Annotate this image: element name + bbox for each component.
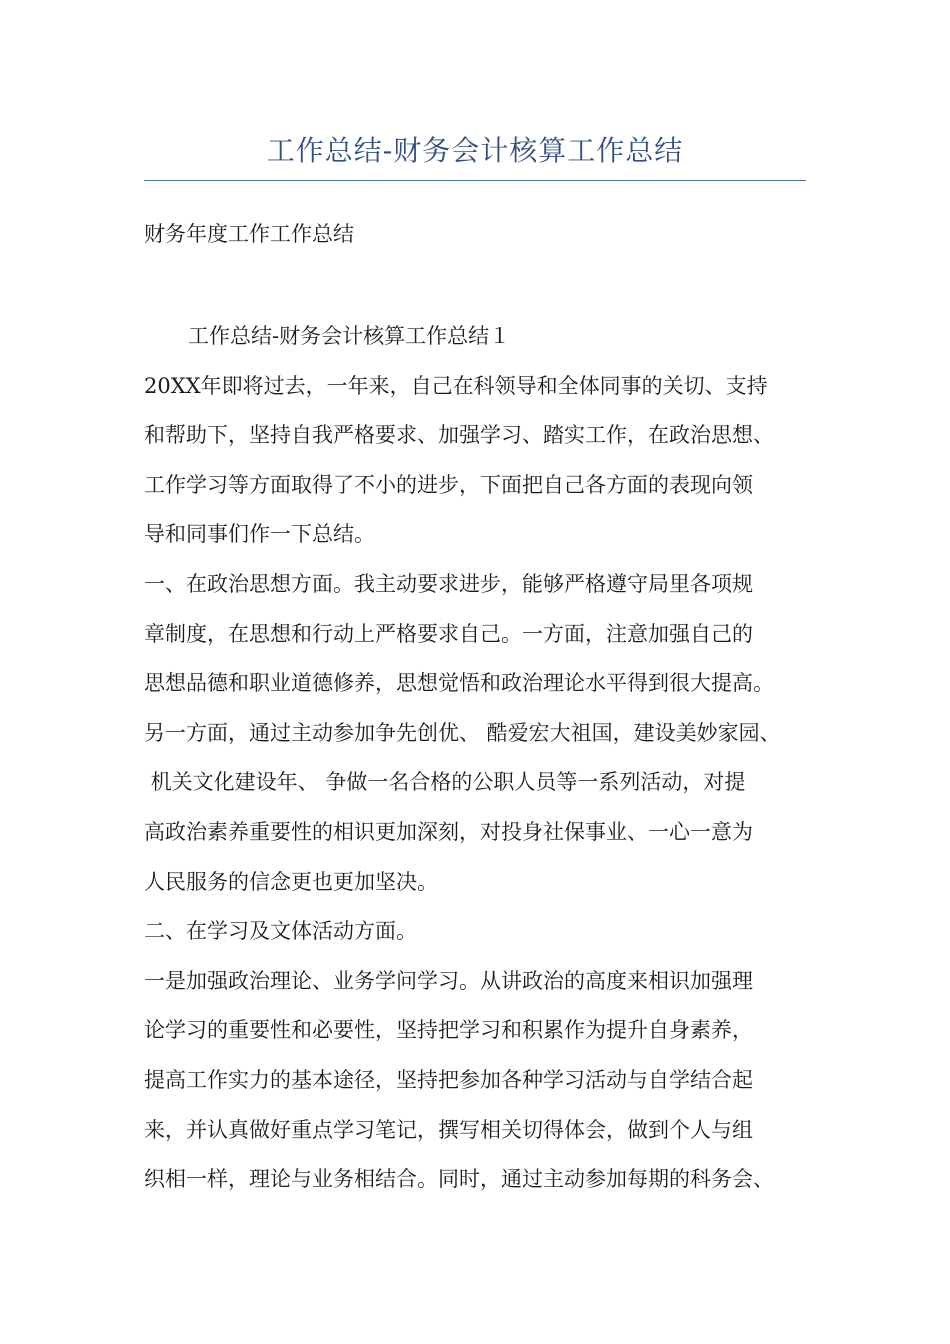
section-heading: 工作总结-财务会计核算工作总结１ <box>188 324 511 348</box>
body-line: 章制度，在思想和行动上严格要求自己。一方面，注意加强自己的 <box>144 621 753 646</box>
body-line: 高政治素养重要性的相识更加深刻，对投身社保事业、一心一意为 <box>144 819 753 844</box>
body-line: 人民服务的信念更也更加坚决。 <box>144 869 438 894</box>
body-line: 二、在学习及文体活动方面。 <box>144 919 417 944</box>
title-underline <box>144 180 806 181</box>
body-line: 导和同事们作一下总结。 <box>144 522 375 547</box>
document-subtitle: 财务年度工作工作总结 <box>144 222 354 246</box>
body-line: 和帮助下，坚持自我严格要求、加强学习、踏实工作，在政治思想、 <box>144 423 774 448</box>
document-body <box>144 312 824 1205</box>
body-line: 工作学习等方面取得了不小的进步，下面把自己各方面的表现向领 <box>144 472 753 497</box>
body-line: 织相一样，理论与业务相结合。同时，通过主动参加每期的科务会、 <box>144 1167 774 1192</box>
body-line: 另一方面，通过主动参加争先创优、 酷爱宏大祖国，建设美妙家园、 <box>144 720 781 745</box>
body-line: 一是加强政治理论、业务学问学习。从讲政治的高度来相识加强理 <box>144 968 753 993</box>
body-line: 来，并认真做好重点学习笔记，撰写相关切得体会，做到个人与组 <box>144 1117 753 1142</box>
body-line: 论学习的重要性和必要性，坚持把学习和积累作为提升自身素养， <box>144 1018 753 1043</box>
document-title: 工作总结-财务会计核算工作总结 <box>266 134 684 167</box>
body-line: 20XX年即将过去，一年来，自己在科领导和全体同事的关切、支持 <box>144 373 768 398</box>
body-line: 一、在政治思想方面。我主动要求进步，能够严格遵守局里各项规 <box>144 571 753 596</box>
body-line: 提高工作实力的基本途径，坚持把参加各种学习活动与自学结合起 <box>144 1067 753 1092</box>
body-line: 机关文化建设年、 争做一名合格的公职人员等一系列活动，对提 <box>144 770 746 795</box>
body-line: 思想品德和职业道德修养，思想觉悟和政治理论水平得到很大提高。 <box>144 671 774 696</box>
